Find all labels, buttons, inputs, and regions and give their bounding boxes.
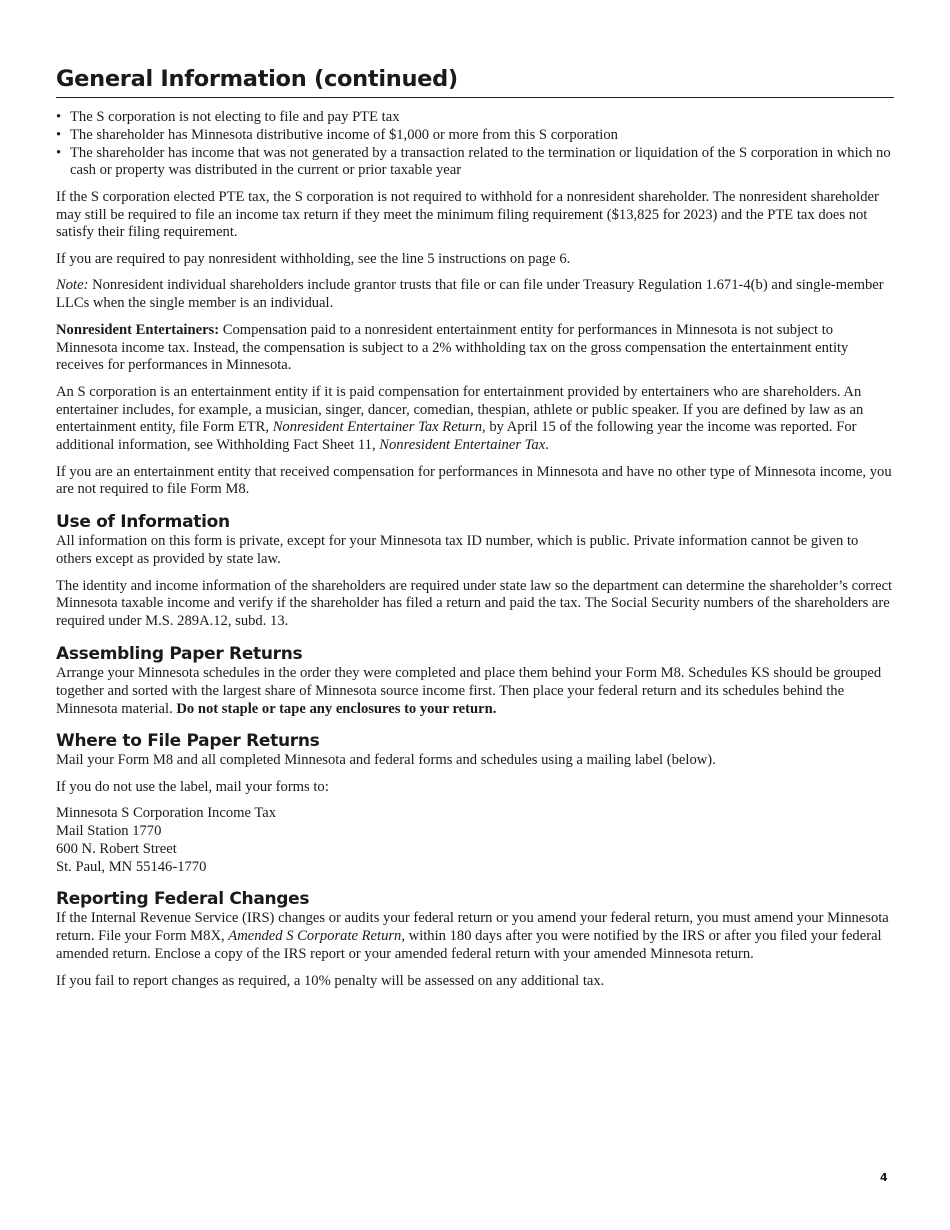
address-line: Mail Station 1770 [56,823,162,840]
address-line: St. Paul, MN 55146-1770 [56,858,207,875]
penalty-paragraph: If you fail to report changes as required, a 10% penalty will be assessed on any additional tax. [56,972,605,989]
where-to-file-heading: Where to File Paper Returns [56,731,320,752]
entertainers-label: Nonresident Entertainers: [56,321,220,338]
form-m8x-name: Amended S Corporate Return, [228,928,406,945]
withholding-paragraph: If you are required to pay nonresident withholding, see the line 5 instructions on page 6. [56,250,571,267]
federal-changes-paragraph: If the Internal Revenue Service (IRS) changes or audits your federal return or you amend your federal return, you must amend your Minnesota return. File your Form M8X, Amended S Corporate Return, within 180 days after you were notified by the IRS or after you filed your federal amended return. Enclose a copy of the IRS report or your amended federal return with your amended Minnesota return. [56,910,889,963]
staple-warning: Do not staple or tape any enclosures to your return. [176,700,497,717]
assembling-paragraph: Arrange your Minnesota schedules in the order they were completed and place them behind your Form M8. Schedules KS should be grouped together and sorted with the largest share of Minnesota source income first. Then place your federal return and its schedules behind the Minnesota material. Do not staple or tape any enclosures to your return. [56,664,882,717]
address-line: Minnesota S Corporation Income Tax [56,805,277,822]
form-etr-name: Nonresident Entertainer Tax Return [272,419,483,436]
condition-list [56,109,894,180]
mailing-address [56,805,894,876]
federal-changes-heading: Reporting Federal Changes [56,889,310,910]
entity-no-other-paragraph: If you are an entertainment entity that received compensation for performances in Minnesota and have no other type of Minnesota income, you are not required to file Form M8. [56,463,892,498]
mail-paragraph: Mail your Form M8 and all completed Minnesota and federal forms and schedules using a mailing label (below). [56,752,716,769]
identity-paragraph: The identity and income information of the shareholders are required under state law so the department can determine the shareholder’s correct Minnesota taxable income and verify if the shareholder has filed a return and paid the tax. The Social Security numbers of the shareholders are required under M.S. 289A.12, subd. 13. [56,577,893,630]
page-title: General Information (continued) [56,63,894,98]
list-item: • The shareholder has Minnesota distributive income of $1,000 or more from this S corporation [56,126,618,143]
bullet-icon: • [56,126,62,143]
entity-paragraph: An S corporation is an entertainment entity if it is paid compensation for entertainment provided by entertainers who are shareholders. An entertainer includes, for example, a musician, singer, dancer, comedian, thespian, athlete or public speaker. If you are defined by law as an entertainment entity, file Form ETR, Nonresident Entertainer Tax Return, by April 15 of the following year the income was reported. For additional information, see Withholding Fact Sheet 11, Nonresident Entertainer Tax. [56,383,864,454]
document-body [56,109,894,999]
use-of-info-paragraph: All information on this form is private, except for your Minnesota tax ID number, which is public. Private information cannot be given to others except as provided by state law. [56,533,859,568]
fact-sheet-name: Nonresident Entertainer Tax [379,437,546,454]
bullet-icon: • [56,144,62,161]
list-item: • The S corporation is not electing to file and pay PTE tax [56,109,400,125]
page-number: 4 [880,1171,888,1184]
list-item: • The shareholder has income that was not generated by a transaction related to the termination or liquidation of the S corporation in which no cash or property was distributed in the current or prior taxable year [56,144,891,179]
entertainers-paragraph: Nonresident Entertainers: Compensation paid to a nonresident entertainment entity for performances in Minnesota is not subject to Minnesota income tax. Instead, the compensation is subject to a 2% withholding tax on the gross compensation the entertainment entity receives for performances in Minnesota. [56,321,849,374]
use-of-information-heading: Use of Information [56,512,230,533]
address-line: 600 N. Robert Street [56,840,177,857]
bullet-icon: • [56,109,62,125]
note-label: Note: [56,277,89,294]
pte-paragraph: If the S corporation elected PTE tax, the S corporation is not required to withhold for a nonresident shareholder. The nonresident shareholder may still be required to file an income tax return if they meet the minimum filing requirement ($13,825 for 2023) and the PTE tax does not satisfy their filing requirement. [56,188,879,241]
no-label-paragraph: If you do not use the label, mail your forms to: [56,778,329,795]
assembling-heading: Assembling Paper Returns [56,643,303,664]
note-paragraph: Note: Nonresident individual shareholders include grantor trusts that file or can file under Treasury Regulation 1.671-4(b) and single-member LLCs when the single member is an individual. [56,277,884,312]
